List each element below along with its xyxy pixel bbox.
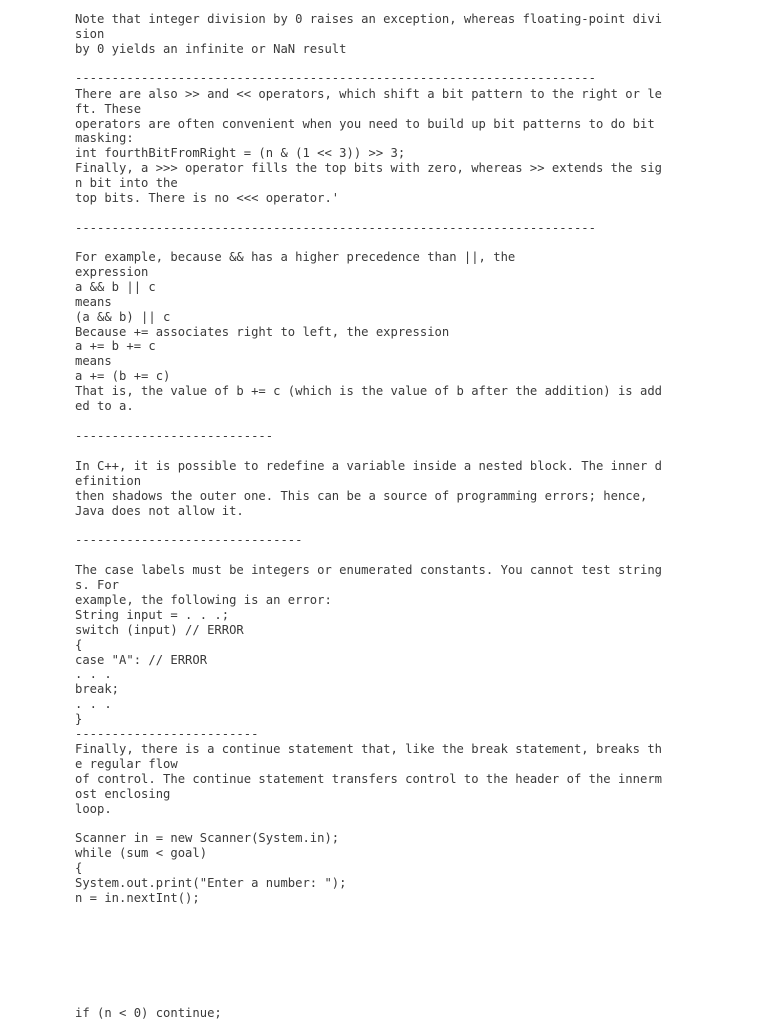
text-line: loop. (75, 802, 112, 816)
text-line: of control. The continue statement transfers control to the header of the innerm (75, 772, 662, 786)
text-line: . . . (75, 697, 112, 711)
text-line: top bits. There is no <<< operator.' (75, 191, 340, 205)
separator-line: ----------------------------------------------------------------------- (75, 221, 596, 235)
text-line: while (sum < goal) (75, 846, 208, 860)
text-line: Note that integer division by 0 raises an exception, whereas floating-point divi (75, 12, 662, 26)
text-line: efinition (75, 474, 142, 488)
text-line: The case labels must be integers or enumerated constants. You cannot test string (75, 563, 662, 577)
separator-line: --------------------------- (75, 429, 274, 443)
text-line: For example, because && has a higher precedence than ||, the (75, 250, 516, 264)
text-line: int fourthBitFromRight = (n & (1 << 3)) >> 3; (75, 146, 406, 160)
text-line: expression (75, 265, 149, 279)
text-line: Java does not allow it. (75, 504, 244, 518)
text-line: Finally, there is a continue statement that, like the break statement, breaks th (75, 742, 662, 756)
text-line: ed to a. (75, 399, 134, 413)
text-line: (a && b) || c (75, 310, 171, 324)
text-line: break; (75, 682, 120, 696)
text-line: case "A": // ERROR (75, 653, 208, 667)
text-line: n bit into the (75, 176, 178, 190)
text-line: System.out.print("Enter a number: "); (75, 876, 347, 890)
separator-line: ------------------------------- (75, 533, 303, 547)
text-line: Because += associates right to left, the expression (75, 325, 450, 339)
text-line: ost enclosing (75, 787, 171, 801)
text-line: switch (input) // ERROR (75, 623, 244, 637)
text-line: sion (75, 27, 105, 41)
text-line: Finally, a >>> operator fills the top bits with zero, whereas >> extends the sig (75, 161, 662, 175)
text-line: { (75, 861, 83, 875)
text-line: String input = . . .; (75, 608, 230, 622)
text-line: } (75, 712, 83, 726)
text-line: means (75, 354, 112, 368)
text-line: { (75, 638, 83, 652)
text-line: That is, the value of b += c (which is the value of b after the addition) is add (75, 384, 662, 398)
text-line: In C++, it is possible to redefine a variable inside a nested block. The inner d (75, 459, 662, 473)
text-line: example, the following is an error: (75, 593, 332, 607)
text-line: operators are often convenient when you need to build up bit patterns to do bit (75, 117, 655, 131)
text-line: e regular flow (75, 757, 178, 771)
text-line: if (n < 0) continue; (75, 1006, 222, 1020)
text-line: a += (b += c) (75, 369, 171, 383)
text-line: then shadows the outer one. This can be a source of programming errors; hence, (75, 489, 648, 503)
text-line: . . . (75, 667, 112, 681)
text-line: ft. These (75, 102, 142, 116)
separator-line: ----------------------------------------------------------------------- (75, 71, 596, 85)
text-line: means (75, 295, 112, 309)
text-line: a += b += c (75, 339, 156, 353)
text-line: masking: (75, 131, 134, 145)
text-line: a && b || c (75, 280, 156, 294)
text-line: There are also >> and << operators, which shift a bit pattern to the right or le (75, 87, 662, 101)
text-line: Scanner in = new Scanner(System.in); (75, 831, 340, 845)
text-line: n = in.nextInt(); (75, 891, 200, 905)
separator-line: ------------------------- (75, 727, 259, 741)
text-line: s. For (75, 578, 120, 592)
text-line: by 0 yields an infinite or NaN result (75, 42, 347, 56)
